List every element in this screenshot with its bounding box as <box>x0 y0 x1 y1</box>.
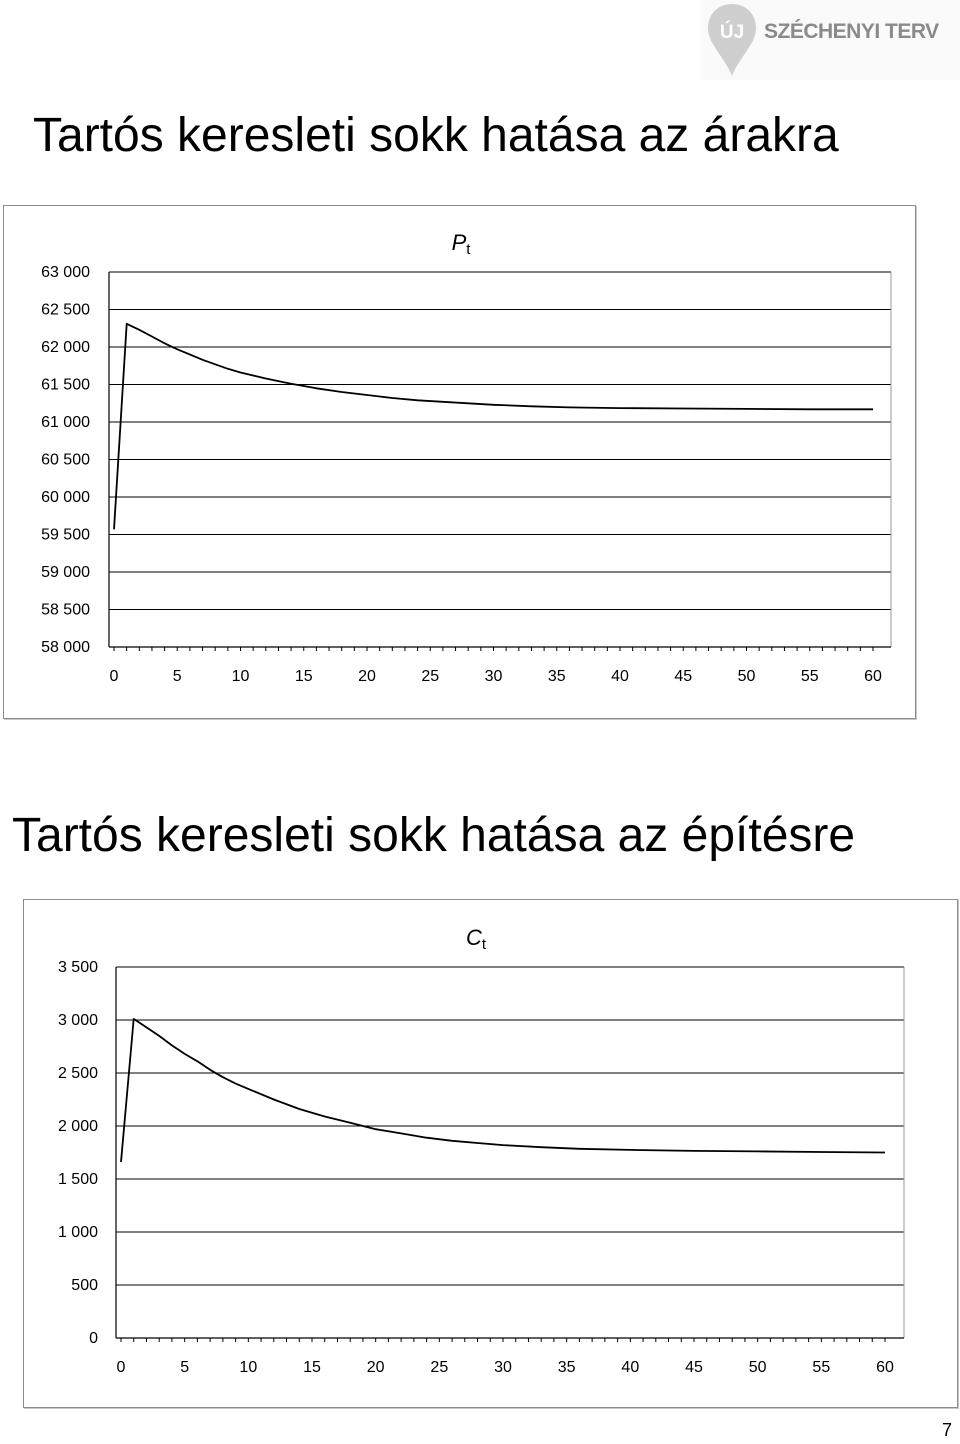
price-chart-x-tick-label: 45 <box>674 668 693 685</box>
construction-chart-x-tick-label: 15 <box>303 1359 321 1376</box>
price-chart-y-tick-label: 61 000 <box>41 414 90 431</box>
construction-chart-frame <box>23 899 958 1408</box>
construction-chart-y-tick-label: 2 000 <box>57 1118 98 1135</box>
price-chart-x-tick-label: 35 <box>547 668 566 685</box>
price-chart-x-tick-label: 0 <box>109 668 119 685</box>
logo-text: SZÉCHENYI TERV <box>764 20 939 43</box>
price-chart-x-tick-label: 25 <box>421 668 440 685</box>
price-chart-x-tick-label: 50 <box>737 668 756 685</box>
construction-chart-title-sub: t <box>481 936 487 953</box>
price-chart-x-tick-label: 20 <box>358 668 376 685</box>
construction-chart-y-tick-label: 500 <box>71 1277 98 1294</box>
construction-chart-y-tick-label: 3 000 <box>57 1012 98 1029</box>
price-chart-chart-title <box>452 230 472 258</box>
price-chart-x-tick-label: 55 <box>800 668 819 685</box>
construction-chart-title-main: C <box>465 925 482 950</box>
price-chart-y-tick-label: 63 000 <box>41 264 90 281</box>
price-chart-title-main: P <box>451 230 467 255</box>
price-chart-y-tick-label: 60 000 <box>41 489 90 506</box>
price-chart-y-tick-label: 62 000 <box>41 339 90 356</box>
construction-chart-x-tick-label: 55 <box>812 1359 831 1376</box>
price-line-chart <box>4 206 915 718</box>
page-number: 7 <box>941 1420 952 1440</box>
price-chart-y-tick-label: 58 000 <box>41 639 90 656</box>
construction-line-chart <box>24 900 957 1407</box>
price-chart-x-tick-label: 40 <box>611 668 629 685</box>
price-chart-x-tick-label: 5 <box>172 668 182 685</box>
construction-chart-x-tick-label: 20 <box>366 1359 385 1376</box>
construction-chart-x-tick-label: 40 <box>621 1359 640 1376</box>
construction-chart-x-tick-label: 0 <box>116 1359 126 1376</box>
location-pin-icon <box>706 2 758 78</box>
price-chart-x-tick-label: 15 <box>294 668 313 685</box>
construction-chart-x-tick-label: 45 <box>685 1359 703 1376</box>
price-chart-x-tick-label: 10 <box>231 668 250 685</box>
price-chart-y-tick-label: 59 500 <box>41 526 90 544</box>
price-chart-series-line <box>114 324 873 530</box>
logo-badge: ÚJ <box>719 22 745 43</box>
price-chart-x-tick-label: 30 <box>484 668 503 685</box>
construction-chart-x-tick-label: 5 <box>180 1359 190 1376</box>
construction-chart-x-tick-label: 10 <box>239 1359 258 1376</box>
construction-chart-y-tick-label: 3 500 <box>57 959 98 976</box>
construction-chart-x-tick-label: 60 <box>876 1359 894 1376</box>
construction-chart-x-tick-label: 30 <box>494 1359 512 1376</box>
price-chart-frame <box>3 205 916 719</box>
price-chart-y-tick-label: 62 500 <box>41 301 90 319</box>
construction-chart-y-tick-label: 0 <box>89 1330 98 1347</box>
construction-chart-x-tick-label: 35 <box>557 1359 576 1376</box>
construction-chart-y-tick-label: 1 500 <box>57 1171 98 1188</box>
price-chart-y-tick-label: 61 500 <box>41 376 90 394</box>
szechenyi-terv-logo <box>700 0 960 80</box>
slide-title-construction: Tartós keresleti sokk hatása az építésre <box>12 809 856 862</box>
slide-title-prices: Tartós keresleti sokk hatása az árakra <box>33 109 839 162</box>
construction-chart-x-tick-label: 50 <box>748 1359 767 1376</box>
price-chart-x-tick-label: 60 <box>864 668 882 685</box>
construction-chart-y-tick-label: 1 000 <box>57 1224 98 1241</box>
price-chart-title-sub: t <box>466 241 471 258</box>
construction-chart-series-line <box>121 1019 885 1162</box>
construction-chart-y-tick-label: 2 500 <box>57 1065 98 1082</box>
price-chart-y-tick-label: 58 500 <box>41 601 90 619</box>
construction-chart-x-tick-label: 25 <box>430 1359 449 1376</box>
price-chart-y-tick-label: 59 000 <box>41 564 90 581</box>
construction-chart-chart-title <box>466 925 487 953</box>
price-chart-y-tick-label: 60 500 <box>41 451 90 469</box>
